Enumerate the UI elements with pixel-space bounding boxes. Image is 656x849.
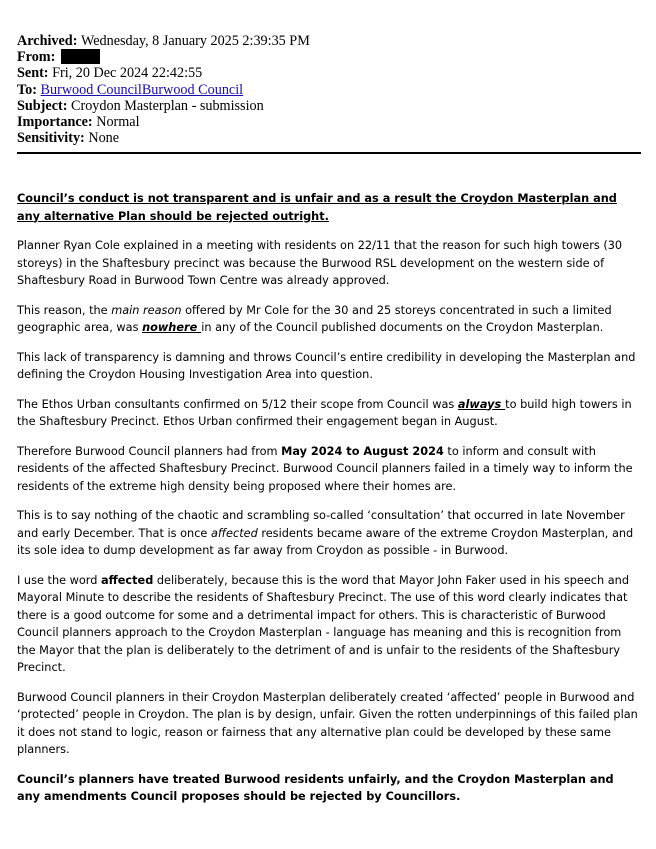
email-header [17, 33, 642, 146]
p6-text-c: residents became aware of the extreme Croydon Masterplan, and its sole idea to dump development as far away from Croydon as possible - in Burwood. [17, 526, 634, 557]
to-recipient-link-2[interactable]: Burwood Council [141, 81, 244, 98]
email-body [17, 190, 639, 818]
paragraph-7 [17, 572, 639, 677]
importance-value: Normal [96, 114, 140, 131]
paragraph-1: Planner Ryan Cole explained in a meeting with residents on 22/11 that the reason for such high towers (30 storeys) in the Shaftesbury precinct was because the Burwood RSL development on the western side of Shaftesbury Road in Burwood Town Centre was already approved. [17, 239, 623, 287]
to-row [17, 82, 642, 98]
p2-emphasis-main-reason: main reason [111, 303, 182, 317]
p6-emphasis-affected: affected [210, 526, 258, 540]
p5-text-a: Therefore Burwood Council planners had from [17, 444, 282, 458]
p2-text-a: This reason, the [17, 303, 112, 317]
subject-label: Subject: [17, 97, 71, 114]
closing-statement: Council’s planners have treated Burwood residents unfairly, and the Croydon Masterplan and any amendments Council proposes should be rejected by Councillors. [17, 772, 614, 803]
p7-text-a: I use the word [17, 573, 101, 587]
paragraph-4 [17, 396, 639, 431]
p7-text-c: deliberately, because this is the word that Mayor John Faker used in his speech and Mayoral Minute to describe the residents of Shaftesbury Precinct. The use of this word clearly indicates that there is a good outcome for some and a detrimental impact for others. This is characteristic of Burwood Council planners approach to the Croydon Masterplan - language has meaning and this is recognition from the Mayor that the plan is deliberately to the detriment of and is unfair to the residents of the Shaftesbury Precinct. [17, 573, 629, 674]
sent-row [17, 65, 642, 81]
header-divider [17, 152, 641, 154]
p5-text-c: to inform and consult with residents of the affected Shaftesbury Precinct. Burwood Council planners failed in a timely way to inform the residents of the extreme high density being proposed where their homes are. [17, 444, 633, 493]
from-row [17, 49, 642, 65]
redacted-sender [61, 49, 100, 64]
paragraph-3: This lack of transparency is damning and throws Council’s entire credibility in developing the Masterplan and defining the Croydon Housing Investigation Area into question. [17, 350, 636, 381]
paragraph-5 [17, 443, 639, 496]
p4-text-c: to build high towers in the Shaftesbury Precinct. Ethos Urban confirmed their engagement began in August. [17, 397, 632, 428]
archived-row [17, 33, 642, 49]
p7-emphasis-affected: affected [101, 573, 154, 587]
p4-text-a: The Ethos Urban consultants confirmed on 5/12 their scope from Council was [17, 397, 458, 411]
sent-label: Sent: [17, 65, 53, 82]
archived-label: Archived: [17, 33, 81, 49]
p2-emphasis-nowhere: nowhere [142, 321, 202, 334]
paragraph-2 [17, 302, 639, 337]
to-label: To: [17, 81, 41, 98]
archived-value: Wednesday, 8 January 2025 2:39:35 PM [80, 33, 310, 49]
paragraph-8: Burwood Council planners in their Croydon Masterplan deliberately created ‘affected’ people in Burwood and ‘protected’ people in Croydon. The plan is by design, unfair. Given the rotten underpinnings of this failed plan it does not stand to logic, reason or fairness that any alternative plan could be developed by these same planners. [17, 690, 638, 756]
sensitivity-value: None [88, 130, 120, 147]
body-title: Council’s conduct is not transparent and is unfair and as a result the Croydon Masterplan and any alternative Plan should be rejected outright. [17, 192, 617, 223]
subject-row [17, 98, 642, 114]
paragraph-6 [17, 507, 639, 560]
subject-value: Croydon Masterplan - submission [71, 97, 264, 114]
p6-text-a: This is to say nothing of the chaotic and scrambling so-called ‘consultation’ that occurred in late November and early December. That is once [17, 509, 625, 540]
sent-value: Fri, 20 Dec 2024 22:42:55 [52, 65, 203, 82]
p2-text-c: offered by Mr Cole for the 30 and 25 storeys concentrated in such a limited geographic area, was [17, 303, 612, 334]
to-recipient-link-1[interactable]: Burwood Council [40, 81, 142, 98]
sensitivity-row [17, 130, 642, 146]
p4-emphasis-always: always [457, 397, 506, 411]
sensitivity-label: Sensitivity: [17, 130, 89, 147]
importance-label: Importance: [17, 114, 97, 131]
p2-text-e: in any of the Council published documents on the Croydon Masterplan. [201, 321, 604, 334]
from-label: From: [17, 49, 59, 66]
p5-emphasis-dates: May 2024 to August 2024 [281, 444, 444, 458]
importance-row [17, 114, 642, 130]
